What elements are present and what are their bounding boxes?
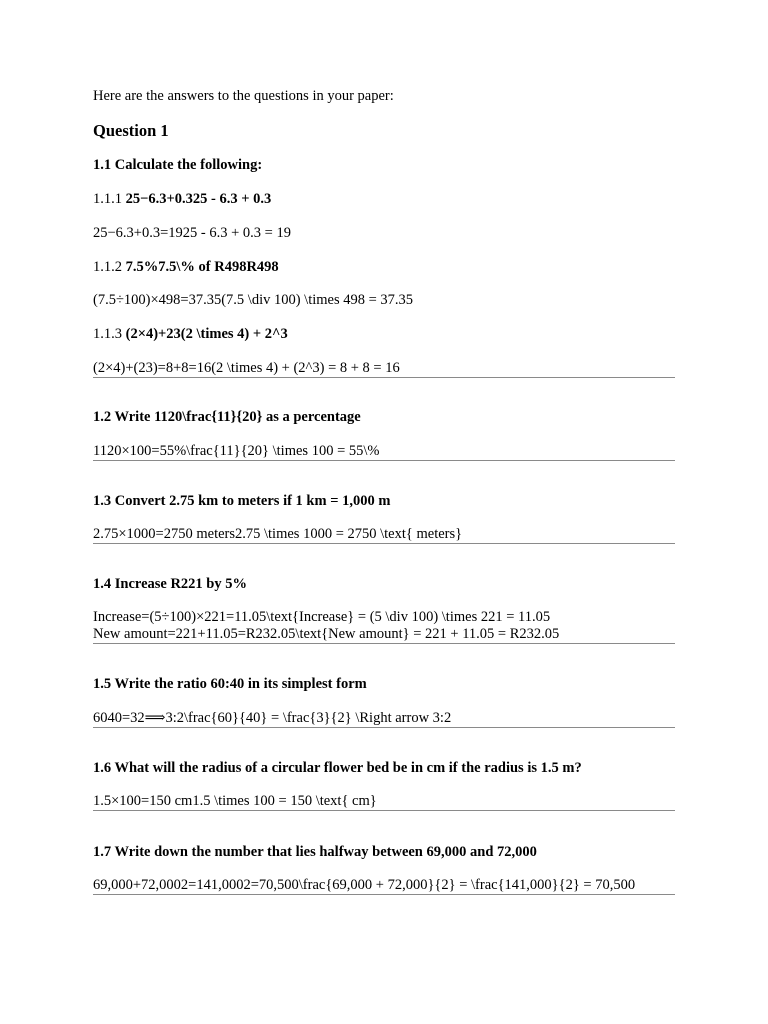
question-1-1-3 — [93, 326, 288, 343]
section-1-2-heading: 1.2 Write 1120\frac{11}{20} as a percentage — [93, 409, 361, 425]
answer-1-4-line-1: Increase=(5÷100)×221=11.05\text{Increase} = (5 \div 100) \times 221 = 11.05 — [93, 609, 551, 625]
section-1-5-heading: 1.5 Write the ratio 60:40 in its simplest form — [93, 676, 367, 692]
intro-text: Here are the answers to the questions in your paper: — [93, 88, 394, 104]
answer-1-2: 1120×100=55%\frac{11}{20} \times 100 = 55\% — [93, 443, 380, 459]
section-divider — [93, 643, 675, 644]
answer-1-4-line-2: New amount=221+11.05=R232.05\text{New amount} = 221 + 11.05 = R232.05 — [93, 626, 560, 642]
question-number: 1.1.3 — [93, 326, 122, 342]
section-1-6-heading: 1.6 What will the radius of a circular flower bed be in cm if the radius is 1.5 m? — [93, 760, 582, 776]
answer-1-6: 1.5×100=150 cm1.5 \times 100 = 150 \text{ cm} — [93, 793, 377, 809]
section-1-3-heading: 1.3 Convert 2.75 km to meters if 1 km = 1,000 m — [93, 493, 391, 509]
section-divider — [93, 543, 675, 544]
section-1-4-heading: 1.4 Increase R221 by 5% — [93, 576, 247, 592]
answer-1-7: 69,000+72,0002=141,0002=70,500\frac{69,000 + 72,000}{2} = \frac{141,000}{2} = 70,500 — [93, 877, 636, 893]
question-1-1-1 — [93, 191, 271, 208]
answer-1-5: 6040=32⟹3:2\frac{60}{40} = \frac{3}{2} \Right arrow 3:2 — [93, 710, 452, 726]
question-prompt: 7.5%7.5\% of R498R498 — [125, 259, 279, 275]
answer-1-1-3: (2×4)+(23)=8+8=16(2 \times 4) + (2^3) = 8 + 8 = 16 — [93, 360, 400, 376]
answer-1-3: 2.75×1000=2750 meters2.75 \times 1000 = 2750 \text{ meters} — [93, 526, 463, 542]
section-1-7-heading: 1.7 Write down the number that lies halfway between 69,000 and 72,000 — [93, 844, 537, 860]
section-divider — [93, 377, 675, 378]
section-divider — [93, 810, 675, 811]
question-number: 1.1.2 — [93, 259, 122, 275]
section-divider — [93, 727, 675, 728]
question-prompt: (2×4)+23(2 \times 4) + 2^3 — [125, 326, 288, 342]
section-divider — [93, 894, 675, 895]
question-number: 1.1.1 — [93, 191, 122, 207]
section-divider — [93, 460, 675, 461]
answer-1-1-2: (7.5÷100)×498=37.35(7.5 \div 100) \times 498 = 37.35 — [93, 292, 414, 308]
question-prompt: 25−6.3+0.325 - 6.3 + 0.3 — [125, 191, 272, 207]
answer-1-1-1: 25−6.3+0.3=1925 - 6.3 + 0.3 = 19 — [93, 225, 291, 241]
question-1-1-2 — [93, 259, 279, 276]
question-heading: Question 1 — [93, 121, 169, 140]
section-1-1-heading: 1.1 Calculate the following: — [93, 157, 263, 173]
